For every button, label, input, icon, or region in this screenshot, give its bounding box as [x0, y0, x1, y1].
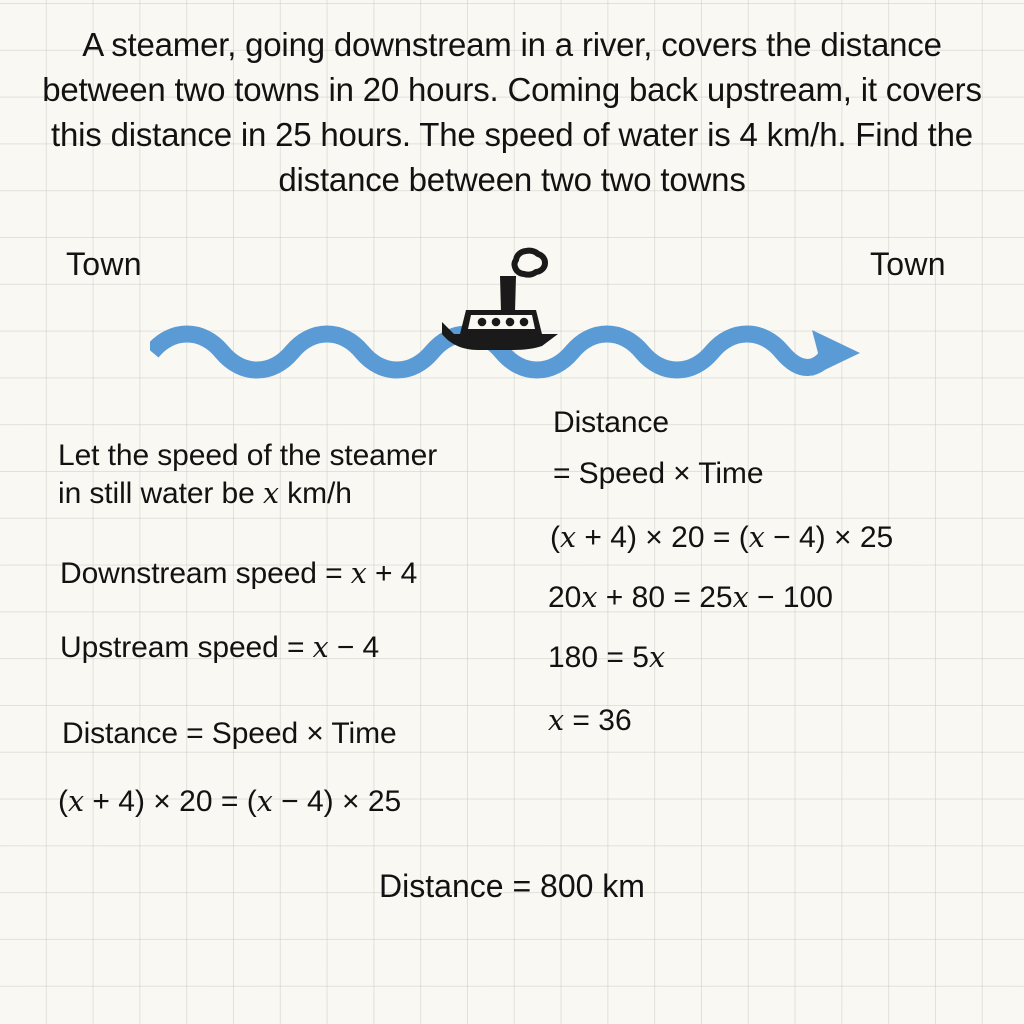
upstream-speed-value: − 4 [328, 631, 380, 664]
downstream-speed-line [60, 555, 417, 593]
equation-step-1 [550, 519, 893, 557]
variable-x: x [262, 477, 279, 510]
eq1-end: − 4) × 25 [764, 521, 894, 554]
variable-x: x [732, 581, 749, 614]
variable-x: x [312, 631, 329, 664]
variable-x: x [748, 521, 765, 554]
variable-x: x [560, 521, 577, 554]
upstream-speed-line [60, 629, 379, 667]
porthole [506, 318, 515, 327]
equation-step-4-solution [548, 702, 632, 740]
distance-formula-right [553, 397, 763, 499]
variable-x: x [581, 581, 598, 614]
eq4-value: = 36 [564, 704, 632, 737]
porthole [478, 318, 487, 327]
variable-x: x [256, 785, 273, 818]
variable-x: x [648, 641, 666, 674]
distance-formula-left: Distance = Speed × Time [62, 717, 397, 750]
steamer-boat-icon [438, 238, 563, 350]
smoke-cloud-icon [515, 251, 545, 275]
downstream-speed-value: + 4 [366, 557, 418, 590]
variable-x: x [68, 785, 85, 818]
eq3-part-a: 180 = 5 [548, 641, 649, 674]
variable-x: x [548, 704, 565, 737]
equation-left-column [58, 783, 401, 821]
variable-x: x [350, 557, 367, 590]
equation-middle: + 4) × 20 = ( [84, 785, 257, 818]
porthole [520, 318, 529, 327]
downstream-speed-label: Downstream speed = [60, 557, 351, 590]
distance-equals-speed-times-time: = Speed × Time [553, 457, 764, 490]
equation-open-paren: ( [58, 785, 68, 818]
town-label-right: Town [870, 246, 946, 282]
let-statement-line-2 [58, 475, 437, 513]
eq2-part-a: 20 [548, 581, 582, 614]
river-diagram [0, 230, 1024, 380]
let-statement-prefix: in still water be [58, 477, 263, 510]
let-statement-suffix: km/h [278, 477, 352, 510]
problem-statement: A steamer, going downstream in a river, covers the distance between two towns in 20 hours. Coming back upstream, it covers this distance in 25 hours. The speed of water is 4 km/h. Find the distance between two two towns [42, 26, 982, 198]
let-statement-line-1: Let the speed of the steamer [58, 439, 438, 472]
town-label-left: Town [66, 246, 142, 282]
equation-step-2 [548, 579, 833, 617]
eq1-middle: + 4) × 20 = ( [576, 521, 749, 554]
eq1-open-paren: ( [550, 521, 560, 554]
distance-word: Distance [553, 406, 669, 439]
upstream-speed-label: Upstream speed = [60, 631, 313, 664]
let-statement [58, 437, 437, 513]
equation-end: − 4) × 25 [272, 785, 402, 818]
porthole [492, 318, 501, 327]
eq2-part-b: + 80 = 25 [597, 581, 733, 614]
final-answer: Distance = 800 km [379, 868, 645, 904]
equation-step-3 [548, 639, 665, 677]
eq2-part-c: − 100 [748, 581, 833, 614]
